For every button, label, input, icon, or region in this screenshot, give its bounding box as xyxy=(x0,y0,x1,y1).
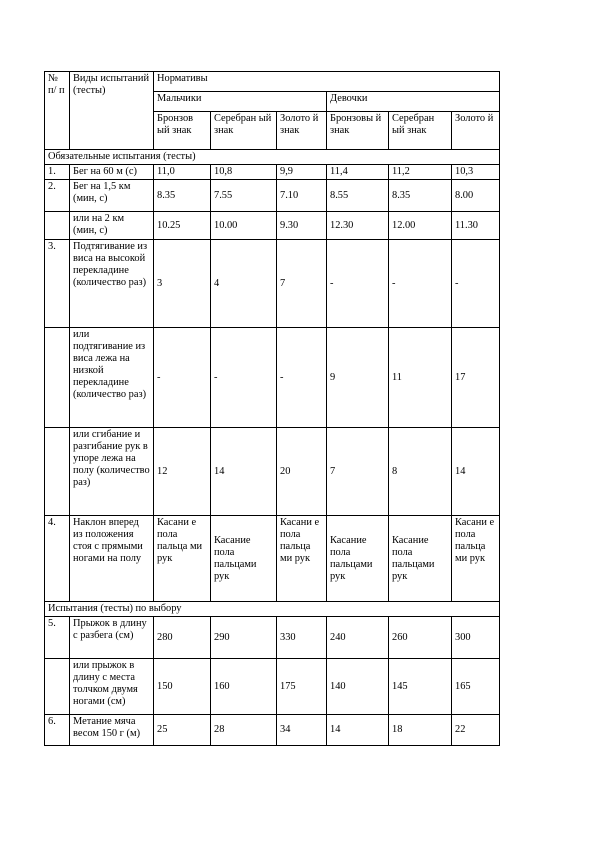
row-test: или подтягивание из виса лежа на низкой перекладине (количество раз) xyxy=(70,328,154,428)
section-optional: Испытания (тесты) по выбору xyxy=(45,602,500,617)
row-value: 8 xyxy=(389,428,452,516)
row-value: 28 xyxy=(211,715,277,746)
row-value: 7.55 xyxy=(211,180,277,212)
row-test: Прыжок в длину с разбега (см) xyxy=(70,617,154,659)
row-test: или сгибание и разгибание рук в упоре лежа на полу (количество раз) xyxy=(70,428,154,516)
badge-girls-gold: Золото й xyxy=(452,112,500,150)
table-row xyxy=(45,240,500,328)
row-value: 260 xyxy=(389,617,452,659)
row-num xyxy=(45,659,70,715)
row-num: 2. xyxy=(45,180,70,212)
row-num xyxy=(45,428,70,516)
row-value: 9 xyxy=(327,328,389,428)
row-test: или на 2 км (мин, с) xyxy=(70,212,154,240)
row-num: 3. xyxy=(45,240,70,328)
row-num: 5. xyxy=(45,617,70,659)
row-value: 34 xyxy=(277,715,327,746)
row-value: 175 xyxy=(277,659,327,715)
row-value: 11,0 xyxy=(154,165,211,180)
row-value: 25 xyxy=(154,715,211,746)
row-value: Касани е пола пальца ми рук xyxy=(154,516,211,602)
row-value: 7 xyxy=(327,428,389,516)
row-test: Бег на 60 м (с) xyxy=(70,165,154,180)
norms-table xyxy=(44,71,500,746)
header-norms: Нормативы xyxy=(154,72,500,92)
row-value: 20 xyxy=(277,428,327,516)
row-value: 280 xyxy=(154,617,211,659)
row-value: 160 xyxy=(211,659,277,715)
row-value: 7.10 xyxy=(277,180,327,212)
row-value: 14 xyxy=(211,428,277,516)
row-value: Касание пола пальцами рук xyxy=(327,516,389,602)
row-value: 10.00 xyxy=(211,212,277,240)
badge-boys-gold: Золото й знак xyxy=(277,112,327,150)
row-value: 10,3 xyxy=(452,165,500,180)
row-value: 330 xyxy=(277,617,327,659)
row-value: 11.30 xyxy=(452,212,500,240)
badge-boys-bronze: Бронзов ый знак xyxy=(154,112,211,150)
row-num xyxy=(45,328,70,428)
row-value: 8.35 xyxy=(154,180,211,212)
row-value: - xyxy=(389,240,452,328)
header-girls: Девочки xyxy=(327,92,500,112)
row-value: 8.35 xyxy=(389,180,452,212)
row-value: - xyxy=(211,328,277,428)
row-value: - xyxy=(277,328,327,428)
badge-boys-silver: Серебран ый знак xyxy=(211,112,277,150)
row-value: 10,8 xyxy=(211,165,277,180)
row-value: 8.55 xyxy=(327,180,389,212)
row-value: 22 xyxy=(452,715,500,746)
row-value: 12.00 xyxy=(389,212,452,240)
row-value: 145 xyxy=(389,659,452,715)
table-row xyxy=(45,715,500,746)
row-num: 1. xyxy=(45,165,70,180)
row-value: Касание пола пальцами рук xyxy=(389,516,452,602)
row-value: 140 xyxy=(327,659,389,715)
header-test: Виды испытаний (тесты) xyxy=(70,72,154,150)
row-value: 11,2 xyxy=(389,165,452,180)
row-value: 9,9 xyxy=(277,165,327,180)
row-value: 240 xyxy=(327,617,389,659)
row-value: 150 xyxy=(154,659,211,715)
row-value: 300 xyxy=(452,617,500,659)
row-test: Бег на 1,5 км (мин, с) xyxy=(70,180,154,212)
row-value: - xyxy=(452,240,500,328)
table-row xyxy=(45,617,500,659)
row-value: 4 xyxy=(211,240,277,328)
badge-girls-silver: Серебран ый знак xyxy=(389,112,452,150)
header-num: № п/ п xyxy=(45,72,70,150)
row-num: 4. xyxy=(45,516,70,602)
row-test: Метание мяча весом 150 г (м) xyxy=(70,715,154,746)
row-value: - xyxy=(327,240,389,328)
row-value: 3 xyxy=(154,240,211,328)
row-value: 10.25 xyxy=(154,212,211,240)
row-value: Касани е пола пальца ми рук xyxy=(277,516,327,602)
header-boys: Мальчики xyxy=(154,92,327,112)
row-value: 11,4 xyxy=(327,165,389,180)
table-row xyxy=(45,428,500,516)
badge-girls-bronze: Бронзовы й знак xyxy=(327,112,389,150)
row-num xyxy=(45,212,70,240)
row-value: 165 xyxy=(452,659,500,715)
row-value: 12 xyxy=(154,428,211,516)
row-value: 290 xyxy=(211,617,277,659)
row-value: 18 xyxy=(389,715,452,746)
table-row xyxy=(45,165,500,180)
section-mandatory: Обязательные испытания (тесты) xyxy=(45,150,500,165)
row-test: Наклон вперед из положения стоя с прямыми ногами на полу xyxy=(70,516,154,602)
row-value: 8.00 xyxy=(452,180,500,212)
row-value: 14 xyxy=(452,428,500,516)
row-value: 12.30 xyxy=(327,212,389,240)
row-value: 14 xyxy=(327,715,389,746)
row-value: 9.30 xyxy=(277,212,327,240)
row-num: 6. xyxy=(45,715,70,746)
table-row xyxy=(45,328,500,428)
row-test: Подтягивание из виса на высокой перекладине (количество раз) xyxy=(70,240,154,328)
table-row xyxy=(45,212,500,240)
row-value: - xyxy=(154,328,211,428)
row-value: 7 xyxy=(277,240,327,328)
row-value: 11 xyxy=(389,328,452,428)
table-row xyxy=(45,516,500,602)
row-value: Касани е пола пальца ми рук xyxy=(452,516,500,602)
table-row xyxy=(45,180,500,212)
row-value: 17 xyxy=(452,328,500,428)
table-row xyxy=(45,659,500,715)
row-value: Касание пола пальцами рук xyxy=(211,516,277,602)
row-test: или прыжок в длину с места толчком двумя ногами (см) xyxy=(70,659,154,715)
